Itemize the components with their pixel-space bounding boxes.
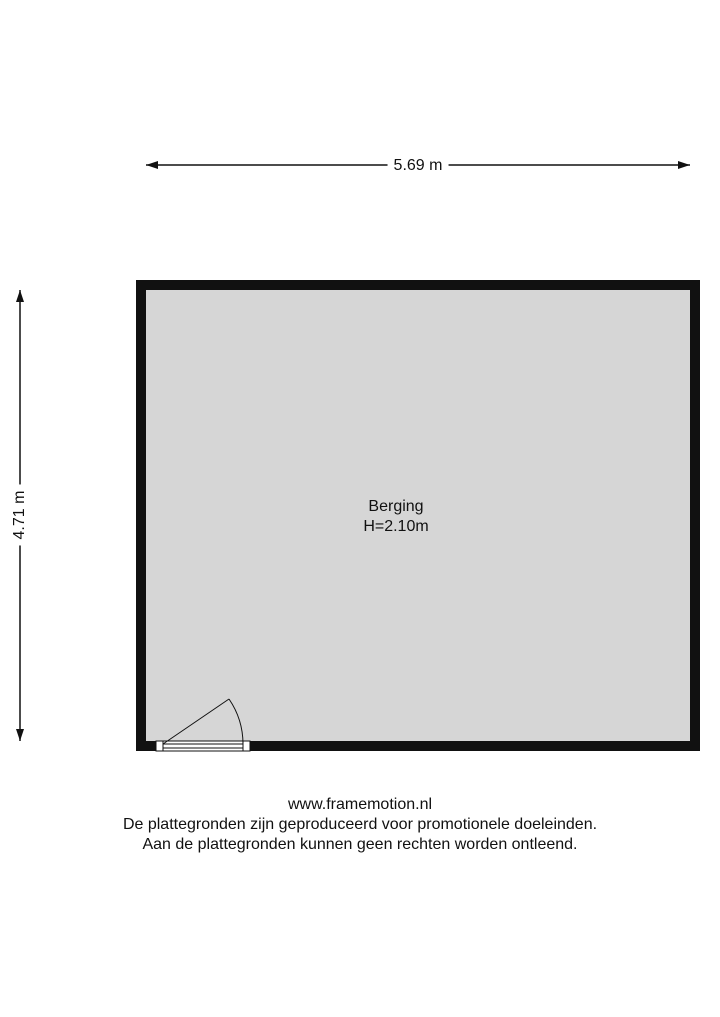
footer xyxy=(0,795,720,855)
height-dimension-label: 4.71 m xyxy=(10,485,30,546)
room-height: H=2.10m xyxy=(363,518,429,535)
width-dimension-label: 5.69 m xyxy=(388,156,449,176)
footer-url: www.framemotion.nl xyxy=(287,796,433,813)
footer-disclaimer-1: De plattegronden zijn geproduceerd voor promotionele doeleinden. xyxy=(122,816,598,833)
room-label xyxy=(363,497,428,537)
footer-disclaimer-2: Aan de plattegronden kunnen geen rechten worden ontleend. xyxy=(142,836,578,853)
room-name: Berging xyxy=(368,498,424,515)
